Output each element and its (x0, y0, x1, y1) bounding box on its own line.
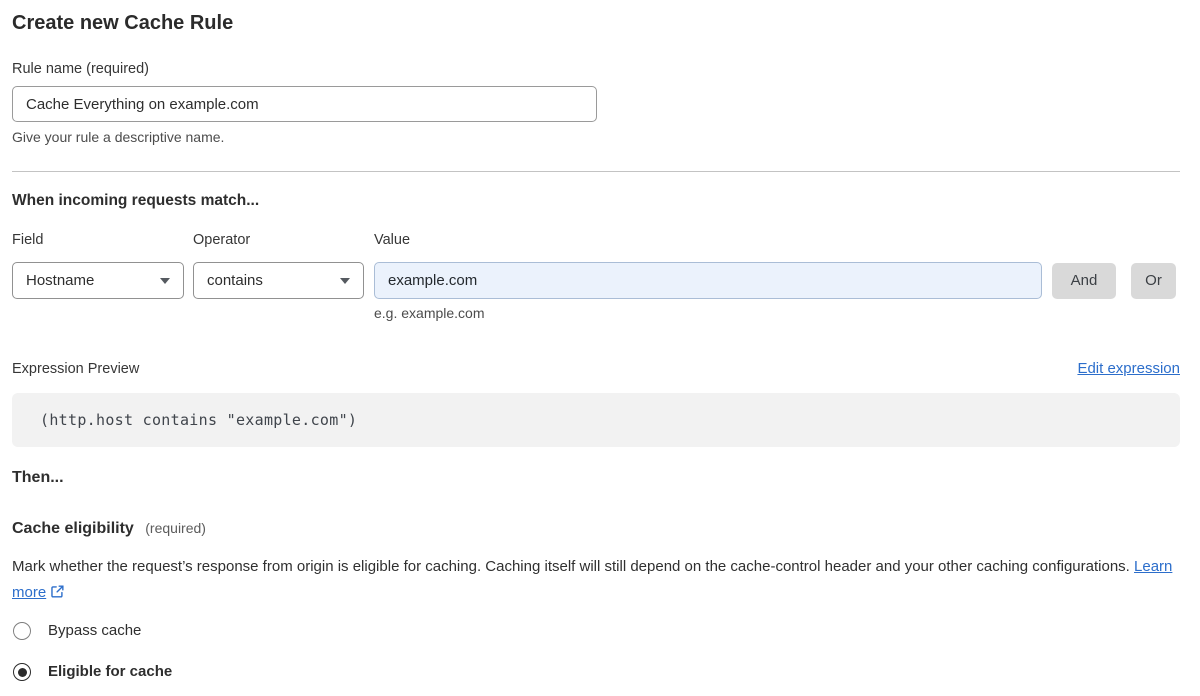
match-section-heading: When incoming requests match... (12, 192, 260, 209)
required-note: (required) (145, 520, 206, 536)
cache-eligibility-title: Cache eligibility (12, 520, 134, 537)
learn-more-link[interactable]: Learn more (12, 558, 1173, 601)
expression-preview-label: Expression Preview (12, 361, 140, 377)
rule-name-help: Give your rule a descriptive name. (12, 129, 225, 145)
value-help-text: e.g. example.com (374, 305, 485, 321)
expression-code-text: (http.host contains "example.com") (40, 411, 358, 429)
expression-builder-row (12, 262, 1180, 299)
chevron-down-icon (340, 278, 350, 284)
field-select[interactable] (12, 262, 184, 299)
and-button[interactable]: And (1052, 263, 1116, 299)
field-select-value: Hostname (26, 272, 95, 289)
expression-preview-header (12, 361, 1180, 377)
radio-option-bypass-cache[interactable] (12, 622, 1180, 640)
radio-label: Bypass cache (48, 622, 142, 639)
edit-expression-link[interactable]: Edit expression (1077, 360, 1180, 377)
description-text: Mark whether the request’s response from origin is eligible for caching. Caching itself will still depend on the cache-control header and your other caching configurations. (12, 558, 1130, 575)
value-input[interactable] (374, 262, 1042, 299)
radio-option-eligible-for-cache[interactable] (12, 663, 1180, 681)
section-divider (12, 171, 1180, 172)
page-title: Create new Cache Rule (12, 12, 234, 34)
operator-select-value: contains (207, 272, 263, 289)
or-button[interactable]: Or (1131, 263, 1176, 299)
cache-eligibility-description (12, 554, 1180, 606)
operator-select[interactable] (193, 262, 364, 299)
radio-label: Eligible for cache (48, 663, 173, 680)
rule-name-input[interactable] (12, 86, 597, 122)
radio-selected-icon[interactable] (13, 663, 31, 681)
rule-name-label: Rule name (required) (12, 61, 150, 77)
then-section-heading: Then... (12, 469, 64, 486)
operator-column-label: Operator (193, 232, 251, 248)
chevron-down-icon (160, 278, 170, 284)
cache-eligibility-heading (12, 519, 1180, 538)
radio-dot (18, 668, 27, 677)
expression-preview-code (12, 393, 1180, 447)
value-column-label: Value (374, 232, 411, 248)
field-column-label: Field (12, 232, 44, 248)
external-link-icon (50, 584, 65, 599)
expression-builder-labels (12, 233, 1180, 248)
radio-unselected-icon[interactable] (13, 622, 31, 640)
